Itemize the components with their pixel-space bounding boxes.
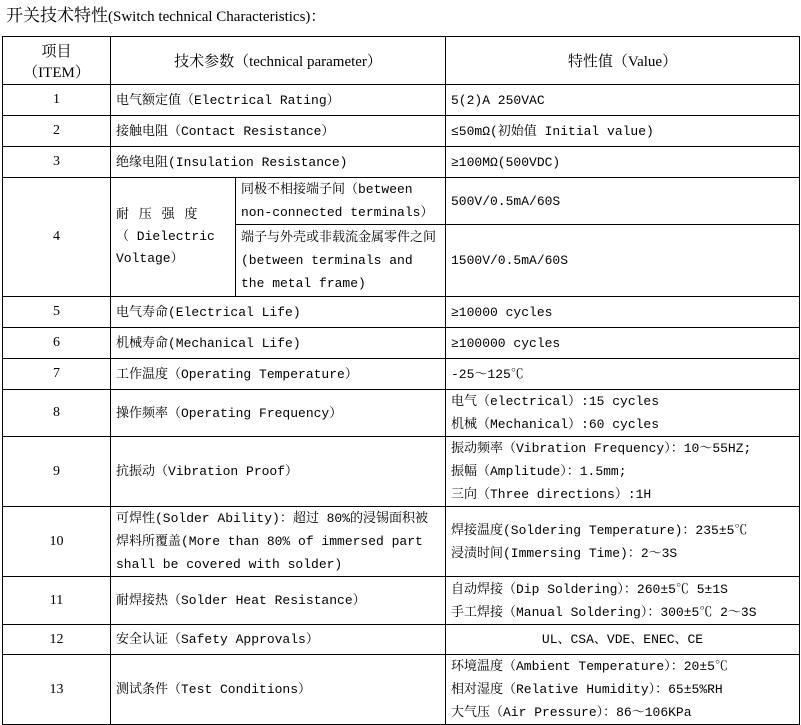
header-param: 技术参数（technical parameter） [111, 37, 446, 85]
value-line: 电气（electrical）:15 cycles [451, 394, 660, 409]
row-number: 13 [3, 655, 111, 725]
sub-param [236, 225, 446, 297]
value-line: 自动焊接（Dip Soldering）：260±5℃ 5±1S [451, 581, 728, 597]
row-value [446, 359, 800, 390]
value-line: ≥10000 cycles [451, 304, 553, 320]
table-row [3, 390, 800, 437]
row-param: 电气寿命(Electrical Life) [111, 297, 446, 328]
value-line: 环境温度（Ambient Temperature）：20±5℃ [451, 659, 728, 674]
row-number: 9 [3, 437, 111, 507]
row-number: 10 [3, 507, 111, 577]
dielectric-line: Voltage） [116, 251, 184, 266]
value-line: 浸渍时间(Immersing Time)：2～3S [451, 545, 678, 561]
row-value [446, 625, 800, 655]
table-row [3, 655, 800, 725]
row-value [446, 147, 800, 178]
table-row [3, 116, 800, 147]
table-row [3, 297, 800, 328]
row-param: 操作频率（Operating Frequency） [111, 390, 446, 437]
title-cn: 开关技术特性 [6, 6, 108, 26]
row-number: 11 [3, 577, 111, 625]
page-title [6, 3, 325, 29]
row-number: 7 [3, 359, 111, 390]
row-param-text: 可焊性(Solder Ability)：超过 80%的浸锡面积被焊料所覆盖(More than 80% of immersed part shall be covered with solder) [116, 511, 429, 572]
row-param: 接触电阻（Contact Resistance） [111, 116, 446, 147]
row-param [111, 178, 236, 297]
row-value [446, 655, 800, 725]
table-row [3, 507, 800, 577]
value-line: 大气压（Air Pressure）：86～106KPa [451, 705, 692, 720]
table-row [3, 85, 800, 116]
value-line: 5(2)A 250VAC [451, 92, 545, 108]
row-number: 5 [3, 297, 111, 328]
row-value [446, 328, 800, 359]
row-value [446, 297, 800, 328]
row-value [446, 390, 800, 437]
row-param: 耐焊接热（Solder Heat Resistance） [111, 577, 446, 625]
row-number: 3 [3, 147, 111, 178]
header-item-cn: 项目 [41, 43, 72, 60]
row-value [446, 225, 800, 297]
header-item-en: （ITEM） [23, 64, 90, 81]
header-item [3, 37, 111, 85]
value-line: 相对湿度（Relative Humidity）：65±5%RH [451, 682, 723, 697]
value-line: -25～125℃ [451, 366, 524, 382]
row-number: 1 [3, 85, 111, 116]
table-row [3, 328, 800, 359]
row-value [446, 178, 800, 225]
table-row [3, 147, 800, 178]
table-row [3, 577, 800, 625]
value-line: 振幅（Amplitude）：1.5mm; [451, 464, 627, 479]
row-param: 测试条件（Test Conditions） [111, 655, 446, 725]
row-param: 机械寿命(Mechanical Life) [111, 328, 446, 359]
value-line: 1500V/0.5mA/60S [451, 253, 569, 268]
value-line: ≥100MΩ(500VDC) [451, 154, 561, 170]
row-param: 抗振动（Vibration Proof） [111, 437, 446, 507]
row-param [111, 507, 446, 577]
value-line: UL、CSA、VDE、ENEC、CE [541, 632, 704, 647]
table-row [3, 437, 800, 507]
dielectric-line: 耐 压 强 度 [116, 207, 199, 222]
table-row [3, 359, 800, 390]
value-line: ≥100000 cycles [451, 335, 561, 351]
value-line: 振动频率（Vibration Frequency）：10～55HZ; [451, 441, 752, 456]
value-line: 焊接温度(Soldering Temperature)：235±5℃ [451, 522, 748, 538]
sub-param [236, 178, 446, 225]
header-value: 特性值（Value） [446, 37, 800, 85]
row-value [446, 116, 800, 147]
row-param: 工作温度（Operating Temperature） [111, 359, 446, 390]
table-header-row [3, 37, 800, 85]
row-number: 2 [3, 116, 111, 147]
sub-param-label: 端子与外壳或非载流金属零件之间(between terminals and the metal frame) [241, 230, 437, 291]
row-number: 8 [3, 390, 111, 437]
value-line: 500V/0.5mA/60S [451, 193, 561, 209]
row-value [446, 437, 800, 507]
row-number: 4 [3, 178, 111, 297]
value-line: 机械（Mechanical）:60 cycles [451, 417, 660, 432]
characteristics-table [2, 36, 800, 725]
row-value [446, 507, 800, 577]
table-row [3, 178, 800, 225]
title-en: (Switch technical Characteristics)： [108, 9, 326, 25]
row-number: 12 [3, 625, 111, 655]
table-row [3, 625, 800, 655]
dielectric-line: （ Dielectric [116, 229, 215, 244]
sub-param-label: 同极不相接端子间（between non-connected terminals） [241, 182, 434, 220]
row-param: 绝缘电阻(Insulation Resistance) [111, 147, 446, 178]
value-line: 三向（Three directions）:1H [451, 487, 652, 502]
row-param: 电气额定值（Electrical Rating） [111, 85, 446, 116]
value-line: 手工焊接（Manual Soldering）：300±5℃ 2～3S [451, 604, 757, 620]
row-value [446, 85, 800, 116]
row-param: 安全认证（Safety Approvals） [111, 625, 446, 655]
row-number: 6 [3, 328, 111, 359]
row-value [446, 577, 800, 625]
value-line: ≤50mΩ(初始值 Initial value) [451, 123, 654, 139]
